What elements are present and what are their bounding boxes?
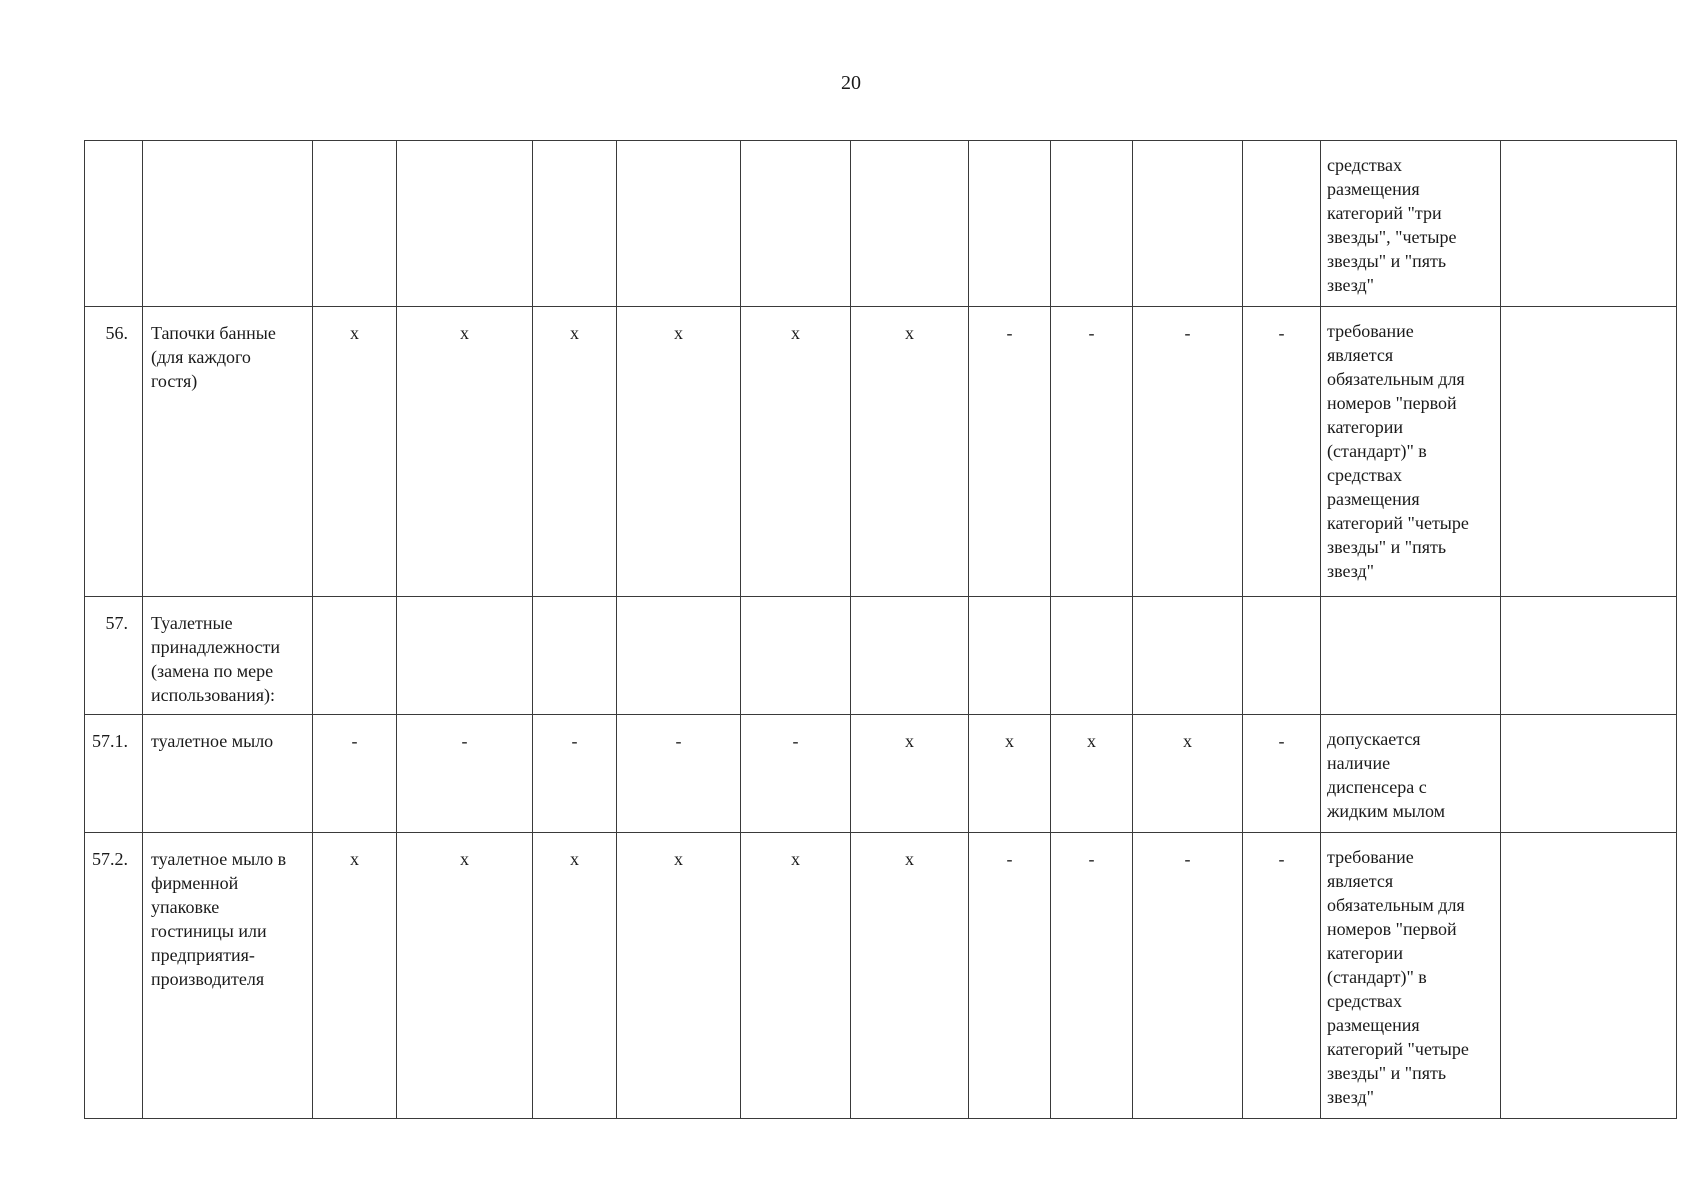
row-number: 57.: [85, 597, 143, 715]
category-mark: x: [741, 307, 851, 597]
category-mark: [969, 141, 1051, 307]
category-mark: x: [851, 307, 969, 597]
requirement-note: [1321, 597, 1501, 715]
category-mark: [617, 597, 741, 715]
row-number: 57.2.: [85, 833, 143, 1119]
category-mark: [1051, 597, 1133, 715]
table-row: [85, 833, 1677, 1119]
category-mark: x: [313, 307, 397, 597]
item-name: Туалетные принадлежности (замена по мере использования):: [143, 597, 313, 715]
requirement-note: средствах размещения категорий "три звезды", "четыре звезды" и "пять звезд": [1321, 141, 1501, 307]
category-mark: [969, 597, 1051, 715]
item-name: туалетное мыло в фирменной упаковке гостиницы или предприятия- производителя: [143, 833, 313, 1119]
category-mark: -: [969, 833, 1051, 1119]
requirement-note: допускается наличие диспенсера с жидким мылом: [1321, 715, 1501, 833]
row-number: 57.1.: [85, 715, 143, 833]
requirement-note: требование является обязательным для номеров "первой категории (стандарт)" в средствах размещения категорий "четыре звезды" и "пять звезд": [1321, 307, 1501, 597]
category-mark: -: [1051, 833, 1133, 1119]
category-mark: -: [313, 715, 397, 833]
page-number: 20: [841, 72, 861, 94]
category-mark: [397, 597, 533, 715]
category-mark: x: [1133, 715, 1243, 833]
extra-cell: [1501, 833, 1677, 1119]
category-mark: x: [533, 307, 617, 597]
table-row: [85, 597, 1677, 715]
item-name: туалетное мыло: [143, 715, 313, 833]
category-mark: x: [397, 833, 533, 1119]
category-mark: x: [617, 833, 741, 1119]
category-mark: [533, 141, 617, 307]
category-mark: [617, 141, 741, 307]
extra-cell: [1501, 141, 1677, 307]
category-mark: [1133, 597, 1243, 715]
category-mark: x: [1051, 715, 1133, 833]
category-mark: x: [741, 833, 851, 1119]
category-mark: x: [617, 307, 741, 597]
category-mark: [851, 597, 969, 715]
extra-cell: [1501, 597, 1677, 715]
category-mark: [741, 597, 851, 715]
category-mark: -: [617, 715, 741, 833]
category-mark: [533, 597, 617, 715]
category-mark: [851, 141, 969, 307]
category-mark: x: [397, 307, 533, 597]
category-mark: [1133, 141, 1243, 307]
category-mark: [313, 597, 397, 715]
category-mark: -: [1243, 833, 1321, 1119]
extra-cell: [1501, 715, 1677, 833]
extra-cell: [1501, 307, 1677, 597]
category-mark: -: [1243, 307, 1321, 597]
category-mark: [397, 141, 533, 307]
category-mark: x: [851, 833, 969, 1119]
category-mark: [1243, 141, 1321, 307]
category-mark: -: [741, 715, 851, 833]
category-mark: x: [533, 833, 617, 1119]
table-row: [85, 715, 1677, 833]
category-mark: -: [1051, 307, 1133, 597]
category-mark: [313, 141, 397, 307]
category-mark: -: [969, 307, 1051, 597]
item-name: Тапочки банные (для каждого гостя): [143, 307, 313, 597]
table-row: [85, 307, 1677, 597]
item-name: [143, 141, 313, 307]
row-number: [85, 141, 143, 307]
requirement-note: требование является обязательным для номеров "первой категории (стандарт)" в средствах размещения категорий "четыре звезды" и "пять звезд": [1321, 833, 1501, 1119]
table-row: [85, 141, 1677, 307]
category-mark: -: [1133, 307, 1243, 597]
category-mark: -: [1133, 833, 1243, 1119]
category-mark: -: [533, 715, 617, 833]
category-mark: -: [1243, 715, 1321, 833]
category-mark: x: [313, 833, 397, 1119]
category-mark: [741, 141, 851, 307]
category-mark: [1051, 141, 1133, 307]
category-mark: [1243, 597, 1321, 715]
row-number: 56.: [85, 307, 143, 597]
category-mark: -: [397, 715, 533, 833]
category-mark: x: [969, 715, 1051, 833]
category-mark: x: [851, 715, 969, 833]
requirements-table: [84, 140, 1677, 1119]
